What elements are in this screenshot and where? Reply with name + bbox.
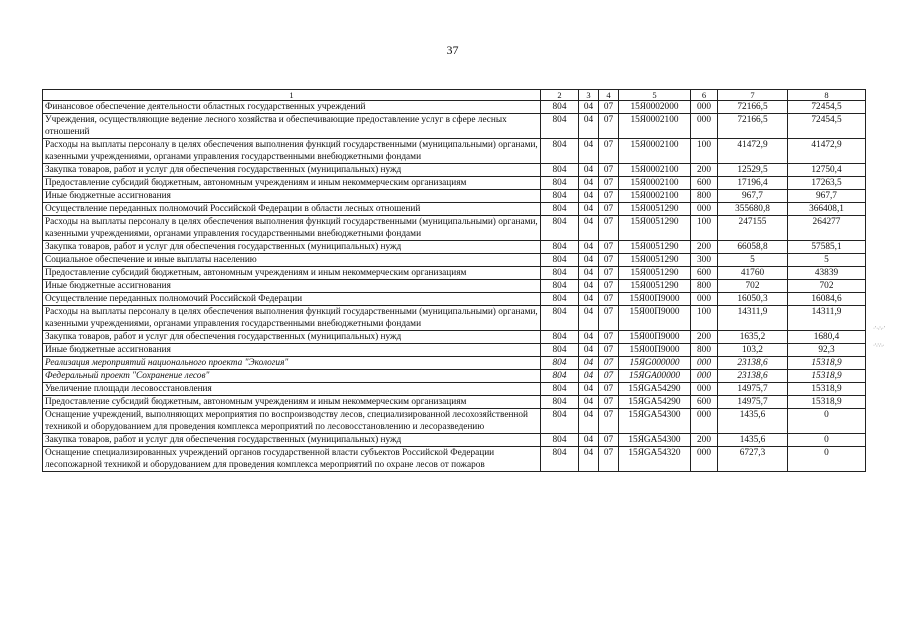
column-header: 3 [579, 90, 599, 101]
row-value-cell: 15ЯG000000 [619, 357, 691, 370]
row-value-cell: 804 [541, 370, 579, 383]
row-value-cell: 000 [691, 101, 718, 114]
row-value-cell: 16050,3 [718, 293, 788, 306]
row-name-cell: Осуществление переданных полномочий Российской Федерации [43, 293, 541, 306]
table-row [43, 396, 866, 409]
row-value-cell: 000 [691, 293, 718, 306]
row-value-cell: 804 [541, 254, 579, 267]
row-value-cell: 72454,5 [788, 101, 866, 114]
row-name-cell: Расходы на выплаты персоналу в целях обеспечения выполнения функций государственными (муниципальными) органами, казенными учреждениями, органами управления государственными внебюджетными фондами [43, 139, 541, 164]
row-name-cell: Финансовое обеспечение деятельности областных государственных учреждений [43, 101, 541, 114]
row-value-cell: 07 [599, 280, 619, 293]
row-name-cell: Закупка товаров, работ и услуг для обеспечения государственных (муниципальных) нужд [43, 434, 541, 447]
row-value-cell: 04 [579, 254, 599, 267]
row-name-cell: Предоставление субсидий бюджетным, автономным учреждениям и иным некоммерческим организациям [43, 267, 541, 280]
row-value-cell: 000 [691, 370, 718, 383]
row-value-cell: 15ЯGA00000 [619, 370, 691, 383]
row-value-cell: 04 [579, 216, 599, 241]
row-value-cell: 000 [691, 409, 718, 434]
table-row [43, 434, 866, 447]
row-value-cell: 967,7 [718, 190, 788, 203]
row-value-cell: 804 [541, 216, 579, 241]
row-value-cell: 04 [579, 331, 599, 344]
row-value-cell: 300 [691, 254, 718, 267]
table-row [43, 409, 866, 434]
row-value-cell: 07 [599, 101, 619, 114]
row-value-cell: 17263,5 [788, 177, 866, 190]
row-value-cell: 66058,8 [718, 241, 788, 254]
row-value-cell: 07 [599, 357, 619, 370]
row-value-cell: 07 [599, 409, 619, 434]
row-name-cell: Федеральный проект "Сохранение лесов" [43, 370, 541, 383]
row-value-cell: 702 [788, 280, 866, 293]
row-value-cell: 6727,3 [718, 447, 788, 472]
column-header: 8 [788, 90, 866, 101]
row-value-cell: 15Я0002100 [619, 177, 691, 190]
table-row [43, 267, 866, 280]
row-value-cell: 5 [788, 254, 866, 267]
row-value-cell: 15Я0051290 [619, 203, 691, 216]
row-value-cell: 07 [599, 203, 619, 216]
row-value-cell: 92,3 [788, 344, 866, 357]
header-row [43, 90, 866, 101]
row-value-cell: 07 [599, 177, 619, 190]
row-value-cell: 23138,6 [718, 357, 788, 370]
table-row [43, 216, 866, 241]
row-value-cell: 15Я00П9000 [619, 344, 691, 357]
row-value-cell: 804 [541, 396, 579, 409]
row-value-cell: 15Я00П9000 [619, 293, 691, 306]
row-value-cell: 100 [691, 306, 718, 331]
row-name-cell: Социальное обеспечение и иные выплаты населению [43, 254, 541, 267]
row-value-cell: 100 [691, 139, 718, 164]
row-value-cell: 04 [579, 241, 599, 254]
row-value-cell: 15Я00П9000 [619, 331, 691, 344]
row-value-cell: 15Я0051290 [619, 280, 691, 293]
table-row [43, 370, 866, 383]
row-value-cell: 15318,9 [788, 396, 866, 409]
row-value-cell: 200 [691, 331, 718, 344]
row-value-cell: 15ЯGA54290 [619, 383, 691, 396]
row-value-cell: 04 [579, 177, 599, 190]
row-value-cell: 41760 [718, 267, 788, 280]
row-value-cell: 600 [691, 396, 718, 409]
row-value-cell: 04 [579, 101, 599, 114]
row-value-cell: 07 [599, 241, 619, 254]
column-header: 1 [43, 90, 541, 101]
table-row [43, 101, 866, 114]
column-header: 4 [599, 90, 619, 101]
row-value-cell: 04 [579, 434, 599, 447]
row-name-cell: Иные бюджетные ассигнования [43, 344, 541, 357]
row-value-cell: 04 [579, 203, 599, 216]
row-value-cell: 57585,1 [788, 241, 866, 254]
row-value-cell: 14975,7 [718, 396, 788, 409]
row-name-cell: Оснащение учреждений, выполняющих мероприятия по воспроизводству лесов, специализированной лесохозяйственной техникой и оборудованием для проведения комплекса мероприятий по лесовосстановлению и лесоразведению [43, 409, 541, 434]
row-value-cell: 14311,9 [788, 306, 866, 331]
margin-mark: ·∵∴· [873, 343, 885, 349]
row-value-cell: 07 [599, 306, 619, 331]
row-value-cell: 07 [599, 139, 619, 164]
row-value-cell: 804 [541, 306, 579, 331]
row-name-cell: Предоставление субсидий бюджетным, автономным учреждениям и иным некоммерческим организациям [43, 396, 541, 409]
row-value-cell: 15Я0002100 [619, 164, 691, 177]
row-value-cell: 15318,9 [788, 357, 866, 370]
row-value-cell: 804 [541, 114, 579, 139]
row-value-cell: 07 [599, 267, 619, 280]
row-value-cell: 804 [541, 267, 579, 280]
row-value-cell: 200 [691, 241, 718, 254]
row-value-cell: 804 [541, 203, 579, 216]
table-row [43, 139, 866, 164]
row-value-cell: 000 [691, 357, 718, 370]
row-value-cell: 15Я0051290 [619, 267, 691, 280]
row-value-cell: 12750,4 [788, 164, 866, 177]
row-value-cell: 200 [691, 164, 718, 177]
row-name-cell: Расходы на выплаты персоналу в целях обеспечения выполнения функций государственными (муниципальными) органами, казенными учреждениями, органами управления государственными внебюджетными фондами [43, 216, 541, 241]
row-value-cell: 15ЯGA54300 [619, 409, 691, 434]
row-value-cell: 07 [599, 164, 619, 177]
row-value-cell: 14975,7 [718, 383, 788, 396]
page-number: 37 [446, 43, 459, 57]
row-value-cell: 07 [599, 216, 619, 241]
row-value-cell: 804 [541, 139, 579, 164]
row-value-cell: 0 [788, 447, 866, 472]
margin-mark: ·'·∴·' [873, 326, 885, 332]
row-value-cell: 804 [541, 331, 579, 344]
row-value-cell: 04 [579, 306, 599, 331]
table-row [43, 164, 866, 177]
row-value-cell: 15Я0051290 [619, 254, 691, 267]
row-value-cell: 07 [599, 114, 619, 139]
row-value-cell: 800 [691, 344, 718, 357]
row-value-cell: 000 [691, 447, 718, 472]
row-value-cell: 07 [599, 434, 619, 447]
row-value-cell: 804 [541, 344, 579, 357]
row-value-cell: 000 [691, 203, 718, 216]
row-value-cell: 23138,6 [718, 370, 788, 383]
row-value-cell: 07 [599, 293, 619, 306]
row-value-cell: 366408,1 [788, 203, 866, 216]
row-value-cell: 04 [579, 383, 599, 396]
row-value-cell: 07 [599, 190, 619, 203]
row-value-cell: 14311,9 [718, 306, 788, 331]
row-value-cell: 200 [691, 434, 718, 447]
row-value-cell: 702 [718, 280, 788, 293]
table-row [43, 177, 866, 190]
row-value-cell: 264277 [788, 216, 866, 241]
row-value-cell: 07 [599, 344, 619, 357]
table-row [43, 344, 866, 357]
row-value-cell: 04 [579, 409, 599, 434]
row-value-cell: 247155 [718, 216, 788, 241]
row-value-cell: 15Я0002100 [619, 139, 691, 164]
table-row [43, 203, 866, 216]
row-value-cell: 804 [541, 190, 579, 203]
row-name-cell: Увеличение площади лесовосстановления [43, 383, 541, 396]
row-value-cell: 100 [691, 216, 718, 241]
row-value-cell: 16084,6 [788, 293, 866, 306]
row-value-cell: 07 [599, 447, 619, 472]
row-value-cell: 15Я0002100 [619, 114, 691, 139]
row-value-cell: 000 [691, 114, 718, 139]
row-value-cell: 800 [691, 280, 718, 293]
table-row [43, 357, 866, 370]
row-value-cell: 04 [579, 164, 599, 177]
table-row [43, 254, 866, 267]
row-value-cell: 804 [541, 434, 579, 447]
row-value-cell: 1435,6 [718, 434, 788, 447]
row-value-cell: 0 [788, 434, 866, 447]
row-name-cell: Оснащение специализированных учреждений органов государственной власти субъектов Российской Федерации лесопожарной техникой и оборудованием для проведения комплекса мероприятий по охране лесов от пожаров [43, 447, 541, 472]
row-value-cell: 15ЯGA54320 [619, 447, 691, 472]
row-value-cell: 04 [579, 267, 599, 280]
row-value-cell: 804 [541, 383, 579, 396]
table-row [43, 447, 866, 472]
row-value-cell: 804 [541, 409, 579, 434]
row-value-cell: 000 [691, 383, 718, 396]
row-value-cell: 07 [599, 396, 619, 409]
row-name-cell: Предоставление субсидий бюджетным, автономным учреждениям и иным некоммерческим организациям [43, 177, 541, 190]
column-header: 2 [541, 90, 579, 101]
row-name-cell: Осуществление переданных полномочий Российской Федерации в области лесных отношений [43, 203, 541, 216]
row-value-cell: 804 [541, 357, 579, 370]
column-header: 7 [718, 90, 788, 101]
row-value-cell: 600 [691, 177, 718, 190]
row-value-cell: 04 [579, 190, 599, 203]
table-row [43, 190, 866, 203]
column-header: 5 [619, 90, 691, 101]
row-name-cell: Закупка товаров, работ и услуг для обеспечения государственных (муниципальных) нужд [43, 241, 541, 254]
row-value-cell: 804 [541, 293, 579, 306]
row-value-cell: 07 [599, 331, 619, 344]
row-value-cell: 72166,5 [718, 114, 788, 139]
table-row [43, 383, 866, 396]
table-row [43, 306, 866, 331]
row-value-cell: 15Я0051290 [619, 216, 691, 241]
row-value-cell: 804 [541, 101, 579, 114]
row-value-cell: 15Я0002100 [619, 190, 691, 203]
row-value-cell: 15318,9 [788, 370, 866, 383]
row-value-cell: 04 [579, 139, 599, 164]
row-name-cell: Расходы на выплаты персоналу в целях обеспечения выполнения функций государственными (муниципальными) органами, казенными учреждениями, органами управления государственными внебюджетными фондами [43, 306, 541, 331]
row-value-cell: 07 [599, 254, 619, 267]
row-value-cell: 1680,4 [788, 331, 866, 344]
row-name-cell: Учреждения, осуществляющие ведение лесного хозяйства и обеспечивающие предоставление услуг в сфере лесных отношений [43, 114, 541, 139]
row-value-cell: 41472,9 [788, 139, 866, 164]
row-value-cell: 04 [579, 293, 599, 306]
row-value-cell: 43839 [788, 267, 866, 280]
row-value-cell: 5 [718, 254, 788, 267]
row-value-cell: 17196,4 [718, 177, 788, 190]
row-value-cell: 04 [579, 396, 599, 409]
row-value-cell: 355680,8 [718, 203, 788, 216]
row-name-cell: Иные бюджетные ассигнования [43, 280, 541, 293]
row-value-cell: 12529,5 [718, 164, 788, 177]
row-value-cell: 967,7 [788, 190, 866, 203]
row-value-cell: 41472,9 [718, 139, 788, 164]
row-value-cell: 600 [691, 267, 718, 280]
row-value-cell: 15Я0051290 [619, 241, 691, 254]
row-value-cell: 04 [579, 370, 599, 383]
row-value-cell: 15318,9 [788, 383, 866, 396]
column-header: 6 [691, 90, 718, 101]
row-name-cell: Иные бюджетные ассигнования [43, 190, 541, 203]
row-value-cell: 804 [541, 177, 579, 190]
row-value-cell: 07 [599, 370, 619, 383]
row-name-cell: Реализация мероприятий национального проекта "Экология" [43, 357, 541, 370]
row-value-cell: 804 [541, 280, 579, 293]
row-value-cell: 04 [579, 447, 599, 472]
row-value-cell: 804 [541, 241, 579, 254]
table-row [43, 331, 866, 344]
row-value-cell: 04 [579, 114, 599, 139]
row-value-cell: 804 [541, 447, 579, 472]
row-value-cell: 15Я0002000 [619, 101, 691, 114]
budget-table [42, 89, 866, 472]
row-value-cell: 07 [599, 383, 619, 396]
row-value-cell: 103,2 [718, 344, 788, 357]
row-value-cell: 0 [788, 409, 866, 434]
row-value-cell: 04 [579, 357, 599, 370]
row-name-cell: Закупка товаров, работ и услуг для обеспечения государственных (муниципальных) нужд [43, 331, 541, 344]
row-value-cell: 800 [691, 190, 718, 203]
row-value-cell: 1635,2 [718, 331, 788, 344]
row-value-cell: 72166,5 [718, 101, 788, 114]
row-value-cell: 72454,5 [788, 114, 866, 139]
row-value-cell: 15ЯGA54290 [619, 396, 691, 409]
table-row [43, 241, 866, 254]
table-row [43, 280, 866, 293]
row-value-cell: 04 [579, 344, 599, 357]
row-value-cell: 15ЯGA54300 [619, 434, 691, 447]
row-value-cell: 04 [579, 280, 599, 293]
row-value-cell: 15Я00П9000 [619, 306, 691, 331]
row-name-cell: Закупка товаров, работ и услуг для обеспечения государственных (муниципальных) нужд [43, 164, 541, 177]
table-row [43, 114, 866, 139]
table-row [43, 293, 866, 306]
row-value-cell: 804 [541, 164, 579, 177]
row-value-cell: 1435,6 [718, 409, 788, 434]
